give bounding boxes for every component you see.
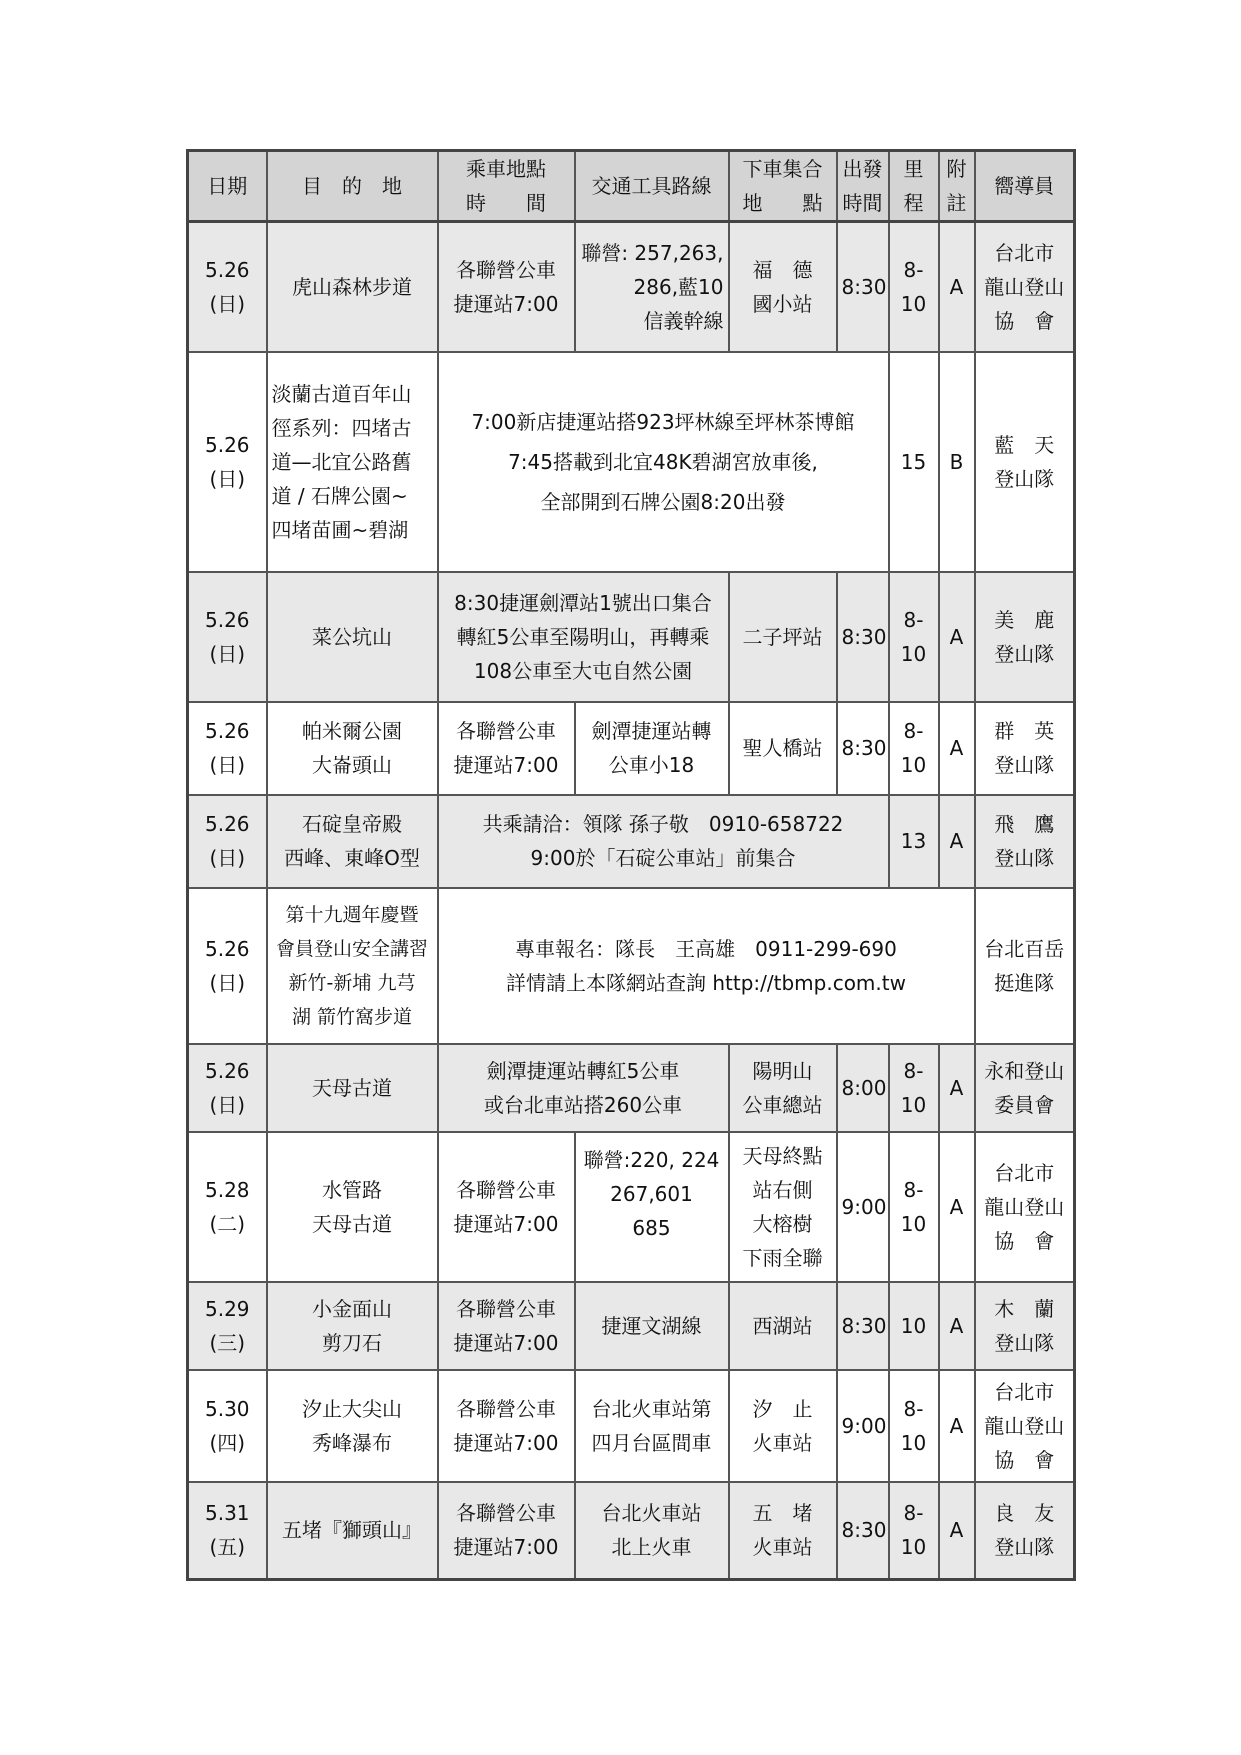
destination-cell: 五堵『獅頭山』 xyxy=(267,1482,438,1580)
date-cell: 5.30 (四) xyxy=(188,1370,267,1482)
table-row xyxy=(188,1044,1075,1132)
date-cell: 5.31 (五) xyxy=(188,1482,267,1580)
destination-cell: 小金面山 剪刀石 xyxy=(267,1282,438,1370)
distance-cell: 15 xyxy=(889,352,939,572)
transport-cell: 台北火車站第 四月台區間車 xyxy=(575,1370,729,1482)
meeting-cell: 汐 止 火車站 xyxy=(729,1370,837,1482)
date-cell: 5.26 (日) xyxy=(188,572,267,702)
meeting-cell: 聖人橋站 xyxy=(729,702,837,795)
table-row xyxy=(188,1282,1075,1370)
header-date: 日期 xyxy=(188,151,267,222)
departure-cell: 8:30 xyxy=(837,1282,889,1370)
departure-cell: 8:30 xyxy=(837,572,889,702)
destination-cell: 第十九週年慶暨 會員登山安全講習 新竹-新埔 九芎 湖 箭竹窩步道 xyxy=(267,888,438,1044)
header-guide: 嚮導員 xyxy=(975,151,1075,222)
note-cell: A xyxy=(939,1132,975,1282)
meeting-cell: 西湖站 xyxy=(729,1282,837,1370)
guide-cell: 台北市 龍山登山 協 會 xyxy=(975,1370,1075,1482)
note-cell: A xyxy=(939,1482,975,1580)
header-note: 附 註 xyxy=(939,151,975,222)
boarding-cell: 各聯營公車 捷運站7:00 xyxy=(438,1132,575,1282)
date-cell: 5.26 (日) xyxy=(188,795,267,888)
note-cell: A xyxy=(939,572,975,702)
header-destination: 目 的 地 xyxy=(267,151,438,222)
guide-cell: 木 蘭 登山隊 xyxy=(975,1282,1075,1370)
distance-cell: 8-10 xyxy=(889,1132,939,1282)
distance-cell: 10 xyxy=(889,1282,939,1370)
table-row xyxy=(188,222,1075,352)
transport-cell: 劍潭捷運站轉 公車小18 xyxy=(575,702,729,795)
destination-cell: 帕米爾公園 大崙頭山 xyxy=(267,702,438,795)
note-cell: A xyxy=(939,1370,975,1482)
guide-cell: 美 鹿 登山隊 xyxy=(975,572,1075,702)
guide-cell: 台北市 龍山登山 協 會 xyxy=(975,222,1075,352)
table-row xyxy=(188,1132,1075,1282)
schedule-table xyxy=(186,149,1076,1581)
date-cell: 5.26 (日) xyxy=(188,702,267,795)
header-meeting: 下車集合 地 點 xyxy=(729,151,837,222)
date-cell: 5.29 (三) xyxy=(188,1282,267,1370)
table-row xyxy=(188,1370,1075,1482)
header-transport: 交通工具路線 xyxy=(575,151,729,222)
distance-cell: 8-10 xyxy=(889,1044,939,1132)
departure-cell: 8:00 xyxy=(837,1044,889,1132)
distance-cell: 8-10 xyxy=(889,1370,939,1482)
meeting-cell: 天母終點 站右側 大榕樹 下雨全聯 xyxy=(729,1132,837,1282)
destination-cell: 天母古道 xyxy=(267,1044,438,1132)
departure-cell: 8:30 xyxy=(837,1482,889,1580)
header-distance: 里 程 xyxy=(889,151,939,222)
merged-transport-cell: 8:30捷運劍潭站1號出口集合 轉紅5公車至陽明山，再轉乘 108公車至大屯自然公園 xyxy=(438,572,729,702)
distance-cell: 8-10 xyxy=(889,572,939,702)
departure-cell: 8:30 xyxy=(837,222,889,352)
transport-cell: 聯營: 257,263, 286,藍10 信義幹線 xyxy=(575,222,729,352)
distance-cell: 8-10 xyxy=(889,702,939,795)
boarding-cell: 各聯營公車 捷運站7:00 xyxy=(438,222,575,352)
table-row xyxy=(188,795,1075,888)
boarding-cell: 各聯營公車 捷運站7:00 xyxy=(438,1282,575,1370)
header-departure: 出發 時間 xyxy=(837,151,889,222)
guide-cell: 永和登山 委員會 xyxy=(975,1044,1075,1132)
departure-cell: 9:00 xyxy=(837,1370,889,1482)
note-cell: A xyxy=(939,702,975,795)
departure-cell: 8:30 xyxy=(837,702,889,795)
transport-cell: 捷運文湖線 xyxy=(575,1282,729,1370)
meeting-cell: 福 德 國小站 xyxy=(729,222,837,352)
table-row xyxy=(188,888,1075,1044)
date-cell: 5.26 (日) xyxy=(188,1044,267,1132)
transport-cell: 台北火車站 北上火車 xyxy=(575,1482,729,1580)
guide-cell: 台北市 龍山登山 協 會 xyxy=(975,1132,1075,1282)
destination-cell: 石碇皇帝殿 西峰、東峰O型 xyxy=(267,795,438,888)
merged-transport-cell: 共乘請洽：領隊 孫子敬 0910-658722 9:00於「石碇公車站」前集合 xyxy=(438,795,889,888)
meeting-cell: 二子坪站 xyxy=(729,572,837,702)
guide-cell: 藍 天 登山隊 xyxy=(975,352,1075,572)
boarding-cell: 各聯營公車 捷運站7:00 xyxy=(438,1482,575,1580)
destination-cell: 汐止大尖山 秀峰瀑布 xyxy=(267,1370,438,1482)
date-cell: 5.26 (日) xyxy=(188,352,267,572)
date-cell: 5.26 (日) xyxy=(188,888,267,1044)
merged-transport-cell: 7:00新店捷運站搭923坪林線至坪林茶博館 7:45搭載到北宜48K碧湖宮放車後, 全部開到石牌公園8:20出發 xyxy=(438,352,889,572)
note-cell: A xyxy=(939,795,975,888)
header-boarding: 乘車地點 時 間 xyxy=(438,151,575,222)
destination-cell: 水管路 天母古道 xyxy=(267,1132,438,1282)
table-row xyxy=(188,702,1075,795)
destination-cell: 菜公坑山 xyxy=(267,572,438,702)
note-cell: B xyxy=(939,352,975,572)
departure-cell: 9:00 xyxy=(837,1132,889,1282)
date-cell: 5.28 (二) xyxy=(188,1132,267,1282)
table-row xyxy=(188,572,1075,702)
note-cell: A xyxy=(939,222,975,352)
transport-cell: 聯營:220, 224 267,601 685 xyxy=(575,1132,729,1282)
guide-cell: 飛 鷹 登山隊 xyxy=(975,795,1075,888)
meeting-cell: 五 堵 火車站 xyxy=(729,1482,837,1580)
header-row xyxy=(188,151,1075,222)
date-cell: 5.26 (日) xyxy=(188,222,267,352)
guide-cell: 良 友 登山隊 xyxy=(975,1482,1075,1580)
guide-cell: 台北百岳 挺進隊 xyxy=(975,888,1075,1044)
note-cell: A xyxy=(939,1044,975,1132)
destination-cell: 虎山森林步道 xyxy=(267,222,438,352)
destination-cell: 淡蘭古道百年山 徑系列：四堵古 道—北宜公路舊 道 / 石牌公園~ 四堵苗圃~碧湖 xyxy=(267,352,438,572)
note-cell: A xyxy=(939,1282,975,1370)
distance-cell: 8-10 xyxy=(889,1482,939,1580)
merged-transport-cell: 劍潭捷運站轉紅5公車 或台北車站搭260公車 xyxy=(438,1044,729,1132)
merged-transport-cell: 專車報名：隊長 王高雄 0911-299-690 詳情請上本隊網站查詢 http://tbmp.com.tw xyxy=(438,888,975,1044)
meeting-cell: 陽明山 公車總站 xyxy=(729,1044,837,1132)
table-row xyxy=(188,1482,1075,1580)
boarding-cell: 各聯營公車 捷運站7:00 xyxy=(438,1370,575,1482)
table-row xyxy=(188,352,1075,572)
boarding-cell: 各聯營公車 捷運站7:00 xyxy=(438,702,575,795)
guide-cell: 群 英 登山隊 xyxy=(975,702,1075,795)
distance-cell: 8-10 xyxy=(889,222,939,352)
distance-cell: 13 xyxy=(889,795,939,888)
